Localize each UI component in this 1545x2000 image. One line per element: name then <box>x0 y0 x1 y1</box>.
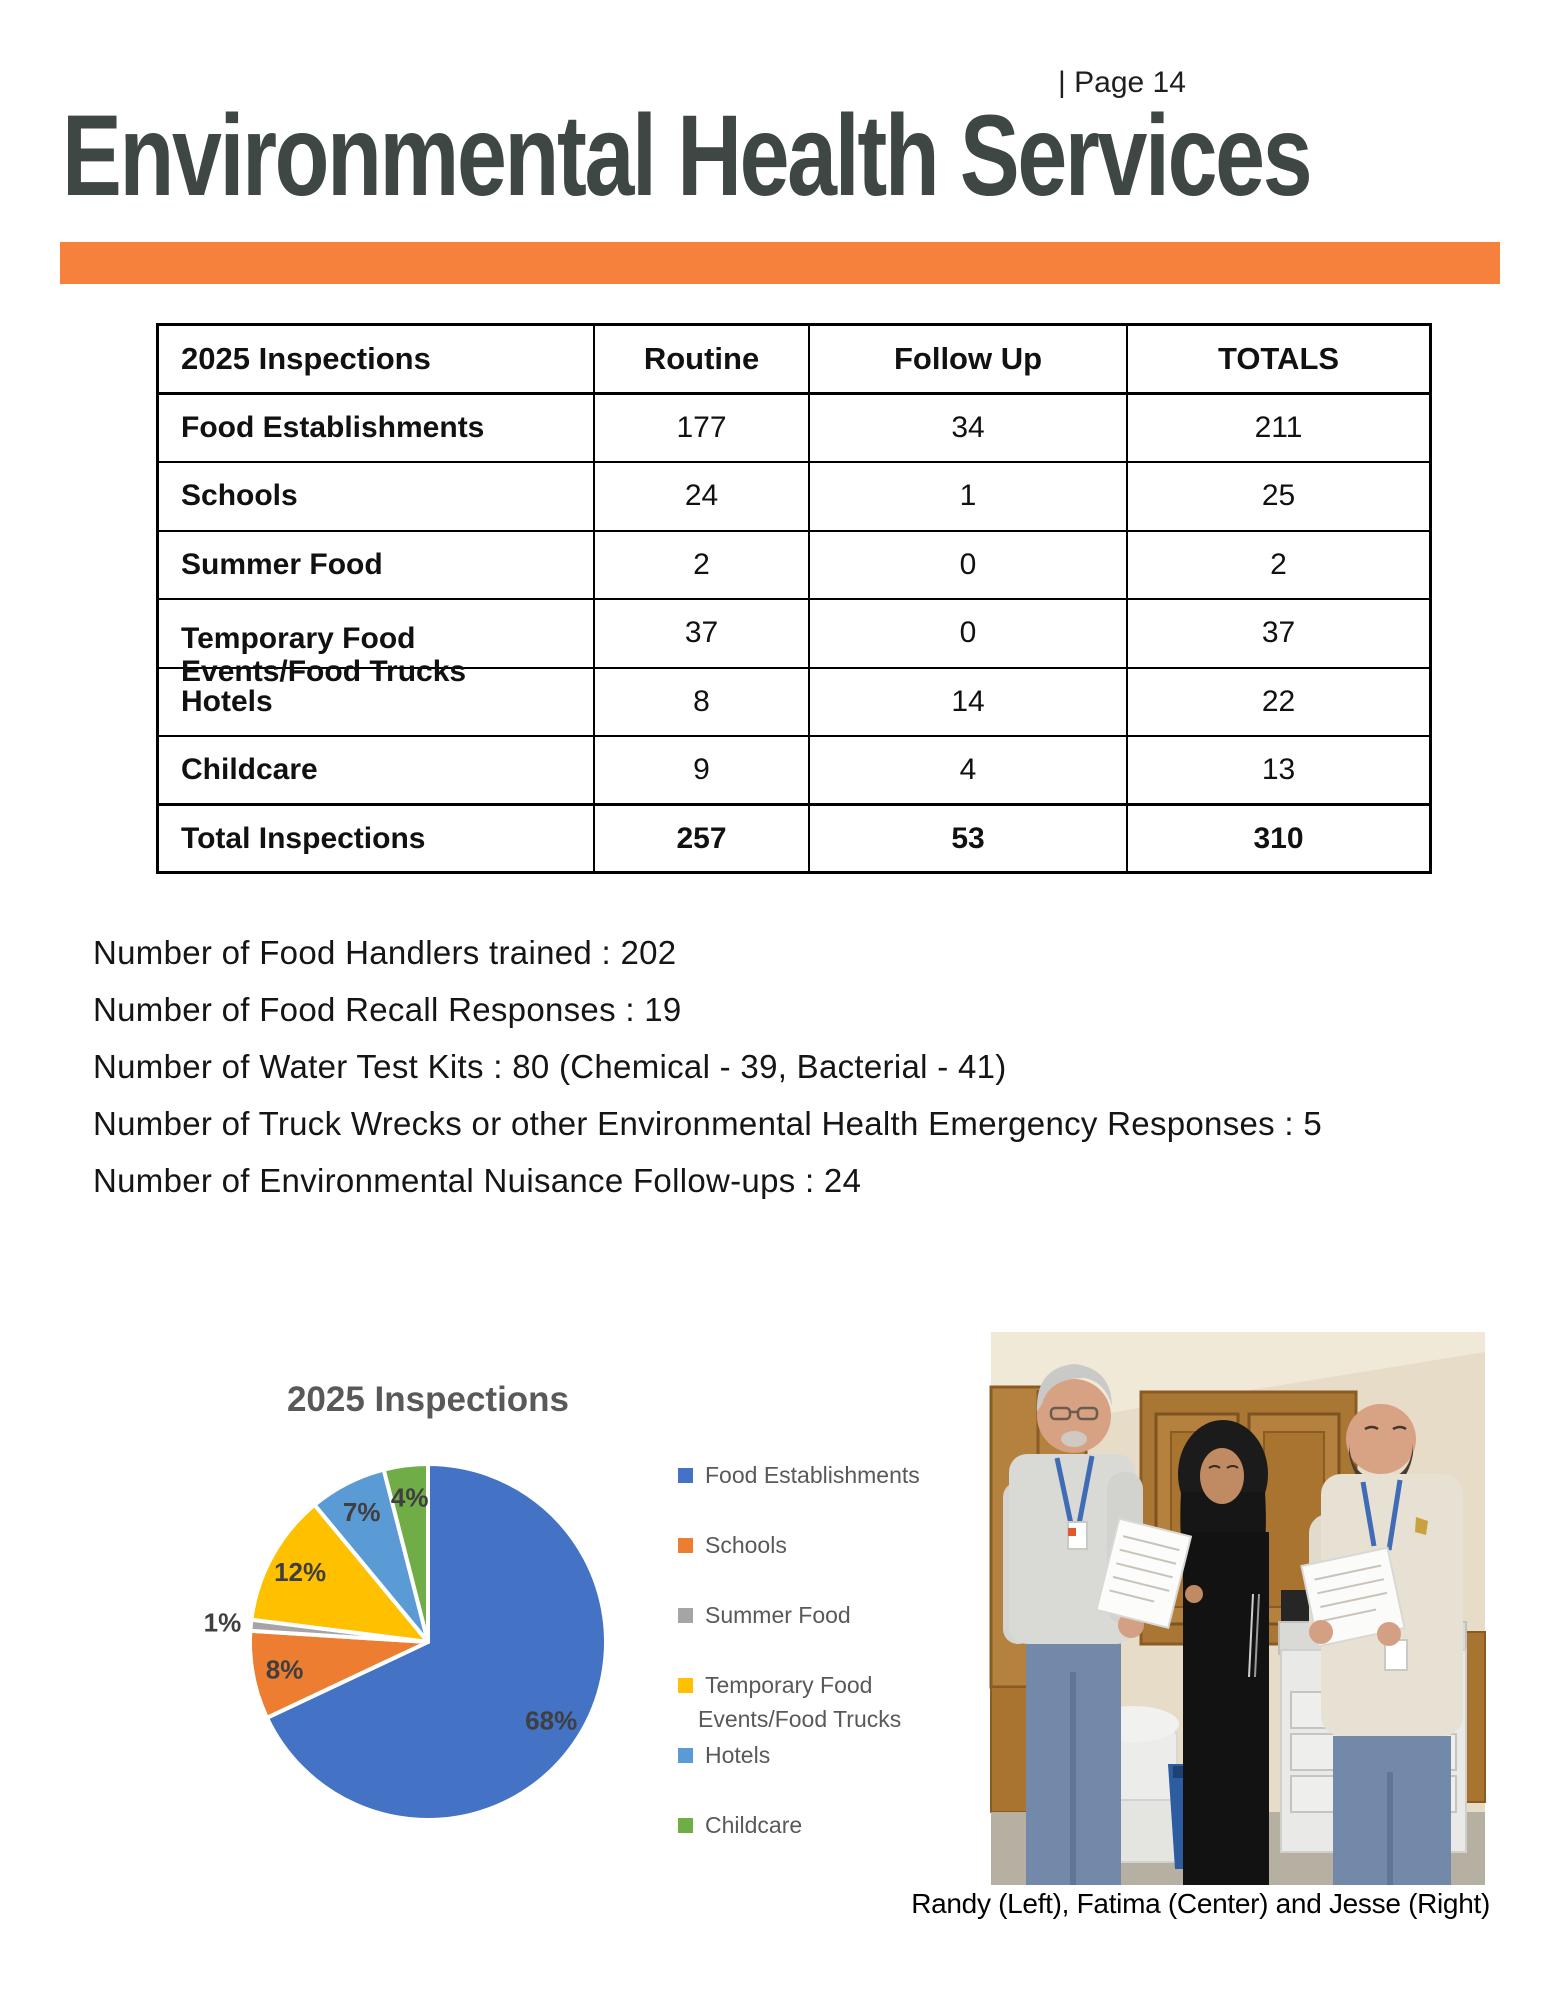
cell-follow-up: 4 <box>809 736 1127 805</box>
total-follow-up: 53 <box>809 805 1127 873</box>
table-header-row <box>158 325 1431 394</box>
stat-food-handlers: Number of Food Handlers trained : 202 <box>93 934 677 971</box>
legend-label: Hotels <box>705 1742 771 1768</box>
legend-label: Summer Food <box>705 1602 851 1628</box>
photo-caption: Randy (Left), Fatima (Center) and Jesse (Right) <box>911 1888 1490 1919</box>
legend-swatch-hotels <box>678 1748 693 1763</box>
page-title: Environmental Health Services <box>62 92 1311 220</box>
cell-totals: 25 <box>1127 462 1431 531</box>
stat-food-recalls: Number of Food Recall Responses : 19 <box>93 991 682 1028</box>
total-totals: 310 <box>1127 805 1431 873</box>
cell-follow-up: 0 <box>809 599 1127 668</box>
pie-data-label: 12% <box>274 1556 327 1587</box>
row-label: Hotels <box>158 668 595 736</box>
cell-totals: 22 <box>1127 668 1431 736</box>
cell-totals: 211 <box>1127 394 1431 462</box>
table-row <box>158 599 1431 668</box>
cell-totals: 2 <box>1127 531 1431 599</box>
stat-water-test-kits: Number of Water Test Kits : 80 (Chemical - 39, Bacterial - 41) <box>93 1048 1007 1085</box>
cell-routine: 9 <box>594 736 809 805</box>
table-total-row <box>158 805 1431 873</box>
table-row <box>158 736 1431 805</box>
legend-label: Temporary Food <box>705 1672 873 1698</box>
table-header-follow-up: Follow Up <box>809 325 1127 394</box>
cell-routine: 177 <box>594 394 809 462</box>
inspections-table <box>156 323 1432 874</box>
table-header-routine: Routine <box>594 325 809 394</box>
pie-data-label: 68% <box>525 1705 578 1736</box>
stat-nuisance-follow-ups: Number of Environmental Nuisance Follow-ups : 24 <box>93 1162 862 1199</box>
table-row <box>158 531 1431 599</box>
cell-routine: 2 <box>594 531 809 599</box>
legend-swatch-schools <box>678 1538 693 1553</box>
table-header-totals: TOTALS <box>1127 325 1431 394</box>
cell-routine: 8 <box>594 668 809 736</box>
cell-follow-up: 1 <box>809 462 1127 531</box>
cell-routine: 24 <box>594 462 809 531</box>
legend-item-temporary-food <box>678 1672 1018 1733</box>
legend-swatch-summer-food <box>678 1608 693 1623</box>
row-label: Childcare <box>158 736 595 805</box>
cell-routine: 37 <box>594 599 809 668</box>
row-label: Food Establishments <box>158 394 595 462</box>
clipped-two-line-label: Temporary Food Events/Food Trucks <box>181 622 467 688</box>
legend-item-summer-food <box>678 1602 1018 1630</box>
total-row-label: Total Inspections <box>158 805 595 873</box>
pie-data-label: 8% <box>265 1654 304 1685</box>
legend-label: Food Establishments <box>705 1462 920 1488</box>
pie-data-label: 4% <box>390 1482 429 1513</box>
legend-label-line2: Events/Food Trucks <box>698 1705 902 1732</box>
photo-randy-fatima-jesse <box>991 1332 1485 1885</box>
legend-item-schools <box>678 1532 1018 1560</box>
cell-follow-up: 14 <box>809 668 1127 736</box>
photo-illustration <box>991 1332 1485 1885</box>
accent-bar <box>60 242 1500 284</box>
legend-item-food-establishments <box>678 1462 1018 1490</box>
stat-truck-wrecks: Number of Truck Wrecks or other Environmental Health Emergency Responses : 5 <box>93 1105 1323 1142</box>
legend-swatch-temporary-food <box>678 1678 693 1693</box>
legend-item-childcare <box>678 1812 1018 1840</box>
page-number: | Page 14 <box>1058 66 1186 99</box>
legend-item-hotels <box>678 1742 1018 1770</box>
legend-swatch-childcare <box>678 1818 693 1833</box>
cell-follow-up: 0 <box>809 531 1127 599</box>
row-label: Schools <box>158 462 595 531</box>
legend-swatch-food-establishments <box>678 1468 693 1483</box>
pie-chart <box>188 1427 668 1857</box>
legend-label: Childcare <box>705 1812 803 1838</box>
pie-data-label: 1% <box>203 1607 242 1638</box>
table-header-2025-inspections: 2025 Inspections <box>158 325 595 394</box>
total-routine: 257 <box>594 805 809 873</box>
table-row <box>158 394 1431 462</box>
row-label-temporary-food <box>158 599 595 688</box>
row-label: Summer Food <box>158 531 595 599</box>
pie-data-label: 7% <box>342 1497 381 1527</box>
legend-label: Schools <box>705 1532 787 1558</box>
table-row <box>158 462 1431 531</box>
cell-totals: 13 <box>1127 736 1431 805</box>
cell-totals: 37 <box>1127 599 1431 668</box>
cell-follow-up: 34 <box>809 394 1127 462</box>
pie-chart-title: 2025 Inspections <box>286 1380 570 1419</box>
